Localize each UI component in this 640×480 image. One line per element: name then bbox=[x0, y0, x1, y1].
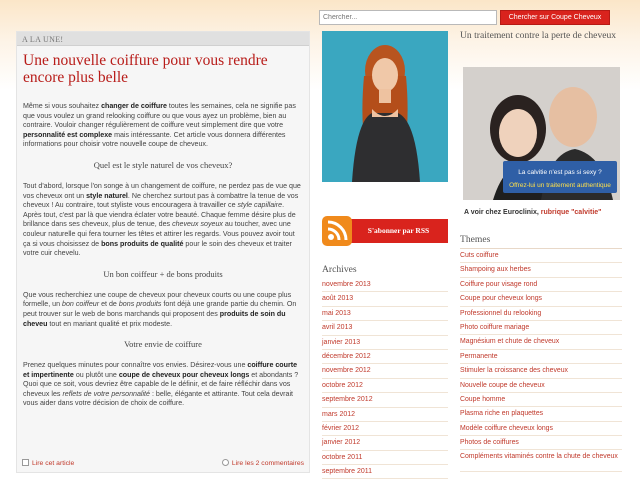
archive-link[interactable]: novembre 2013 bbox=[322, 278, 448, 292]
theme-link[interactable]: Professionnel du relooking bbox=[460, 307, 622, 321]
paragraph-style: Tout d'abord, lorsque l'on songe à un changement de coiffure, ne perdez pas de vue que vos cheveux ont un style naturel. Ne cherchez surtout pas à combattre la tenue de vos cheveux ! Au contraire, tout styliste vous encouragera à travailler ce style capillaire. Après tout, c'est par là que viendra éclater votre beauté. Chaque femme désire plus de brillance dans ses cheveux, plus de tenue, des cheveux soyeux au toucher, avec une couleur naturelle qui fera tourner les têtes et attirer les regards. Vous pouvez avoir tout ça si vous choisissez de bons produits de qualité pour le soin des cheveux et traiter votre cuir chevelu. bbox=[23, 181, 301, 258]
ad-caption: A voir chez Euroclinix, rubrique "calvitie" bbox=[464, 209, 602, 216]
document-icon bbox=[22, 459, 29, 466]
featured-post bbox=[16, 31, 310, 473]
theme-link[interactable]: Coiffure pour visage rond bbox=[460, 278, 622, 292]
theme-link[interactable]: Modèle coiffure cheveux longs bbox=[460, 422, 622, 436]
post-body bbox=[17, 102, 309, 409]
theme-link[interactable]: Plasma riche en plaquettes bbox=[460, 407, 622, 421]
archive-link[interactable]: janvier 2012 bbox=[322, 436, 448, 450]
themes-list bbox=[460, 249, 622, 472]
theme-link[interactable]: Coupe pour cheveux longs bbox=[460, 292, 622, 306]
theme-link[interactable]: Magnésium et chute de cheveux bbox=[460, 335, 622, 349]
archive-link[interactable]: septembre 2012 bbox=[322, 393, 448, 407]
comments-link[interactable]: Lire les 2 commentaires bbox=[222, 459, 304, 467]
theme-link[interactable]: Photo coiffure mariage bbox=[460, 321, 622, 335]
archive-link[interactable]: août 2013 bbox=[322, 292, 448, 306]
theme-link[interactable]: Compléments vitaminés contre la chute de cheveux bbox=[460, 450, 622, 472]
archive-link[interactable]: mars 2012 bbox=[322, 408, 448, 422]
archive-link[interactable]: février 2012 bbox=[322, 422, 448, 436]
search-input[interactable] bbox=[319, 10, 497, 25]
ad-image-text-2: Offrez-lui un traitement authentique bbox=[509, 182, 611, 189]
subheading-style: Quel est le style naturel de vos cheveux? bbox=[93, 159, 233, 170]
ad-link[interactable]: rubrique "calvitie" bbox=[540, 209, 602, 216]
archive-link[interactable]: novembre 2012 bbox=[322, 364, 448, 378]
comment-icon bbox=[222, 459, 229, 466]
subheading-envie: Votre envie de coiffure bbox=[124, 339, 202, 350]
theme-link[interactable]: Permanente bbox=[460, 350, 622, 364]
theme-link[interactable]: Shampoing aux herbes bbox=[460, 263, 622, 277]
archive-link[interactable]: octobre 2011 bbox=[322, 451, 448, 465]
archives-title: Archives bbox=[322, 264, 357, 275]
archive-link[interactable]: mai 2013 bbox=[322, 307, 448, 321]
theme-link[interactable]: Nouvelle coupe de cheveux bbox=[460, 379, 622, 393]
paragraph-intro: Même si vous souhaitez changer de coiffure toutes les semaines, cela ne signifie pas que vous voulez un grand relooking coiffure ou que vous ayez un problème, bien au contraire. Vouloir changer régulièrement de coiffure veut simplement dire que votre personnalité est complexe mais intéressante. Cet article vous donnera différentes informations pour choisir votre nouvelle coupe de cheveux. bbox=[23, 102, 296, 149]
rss-subscribe-button[interactable] bbox=[322, 216, 448, 246]
theme-link[interactable]: Photos de coiffures bbox=[460, 436, 622, 450]
archive-link[interactable]: septembre 2011 bbox=[322, 465, 448, 479]
ad-image-text-1: La calvitie n'est pas si sexy ? bbox=[518, 169, 602, 176]
rss-icon bbox=[322, 216, 352, 246]
theme-link[interactable]: Coupe homme bbox=[460, 393, 622, 407]
post-footer bbox=[22, 459, 304, 467]
post-title[interactable]: Une nouvelle coiffure pour vous rendre encore plus belle bbox=[23, 52, 268, 86]
archive-link[interactable]: avril 2013 bbox=[322, 321, 448, 335]
post-category: A LA UNE! bbox=[17, 32, 309, 46]
ad-title: Un traitement contre la perte de cheveux bbox=[460, 30, 617, 41]
paragraph-coiffeur: Que vous recherchiez une coupe de cheveux pour cheveux courts ou une coupe plus formelle, un bon coiffeur et de bons produits font déjà une grande partie du chemin. On peut trouver sur le web de bons marchands qui proposent des produits de soin du cheveu tout en mariant qualité et prix modeste. bbox=[23, 290, 297, 328]
theme-link[interactable]: Cuts coiffure bbox=[460, 249, 622, 263]
archive-link[interactable]: octobre 2012 bbox=[322, 379, 448, 393]
theme-link[interactable]: Stimuler la croissance des cheveux bbox=[460, 364, 622, 378]
themes-title: Themes bbox=[460, 234, 622, 249]
search-bar bbox=[319, 10, 610, 25]
archives-list bbox=[322, 278, 448, 479]
paragraph-envie: Prenez quelques minutes pour connaître vos envies. Désirez-vous une coiffure courte et impertinente ou plutôt une coupe de cheveux pour cheveux longs et abondants ? Quoi que ce soit, vous devriez être capable de le définir, et de faire réfléchir dans vos cheveux les reflets de votre personnalité : belle, élégante et attirante. Tout cela devrait vous aider dans votre décision de choix de coiffure. bbox=[23, 361, 299, 408]
rss-label: S'abonner par RSS bbox=[349, 219, 448, 243]
themes-widget bbox=[460, 234, 622, 472]
archives-widget bbox=[322, 264, 448, 479]
ad-image[interactable] bbox=[463, 67, 620, 200]
archive-link[interactable]: janvier 2013 bbox=[322, 336, 448, 350]
portrait-image[interactable] bbox=[322, 31, 448, 182]
subheading-coiffeur: Un bon coiffeur + de bons produits bbox=[103, 268, 223, 279]
archive-link[interactable]: décembre 2012 bbox=[322, 350, 448, 364]
read-more-link[interactable]: Lire cet article bbox=[22, 459, 74, 467]
search-button[interactable]: Chercher sur Coupe Cheveux bbox=[500, 10, 610, 25]
